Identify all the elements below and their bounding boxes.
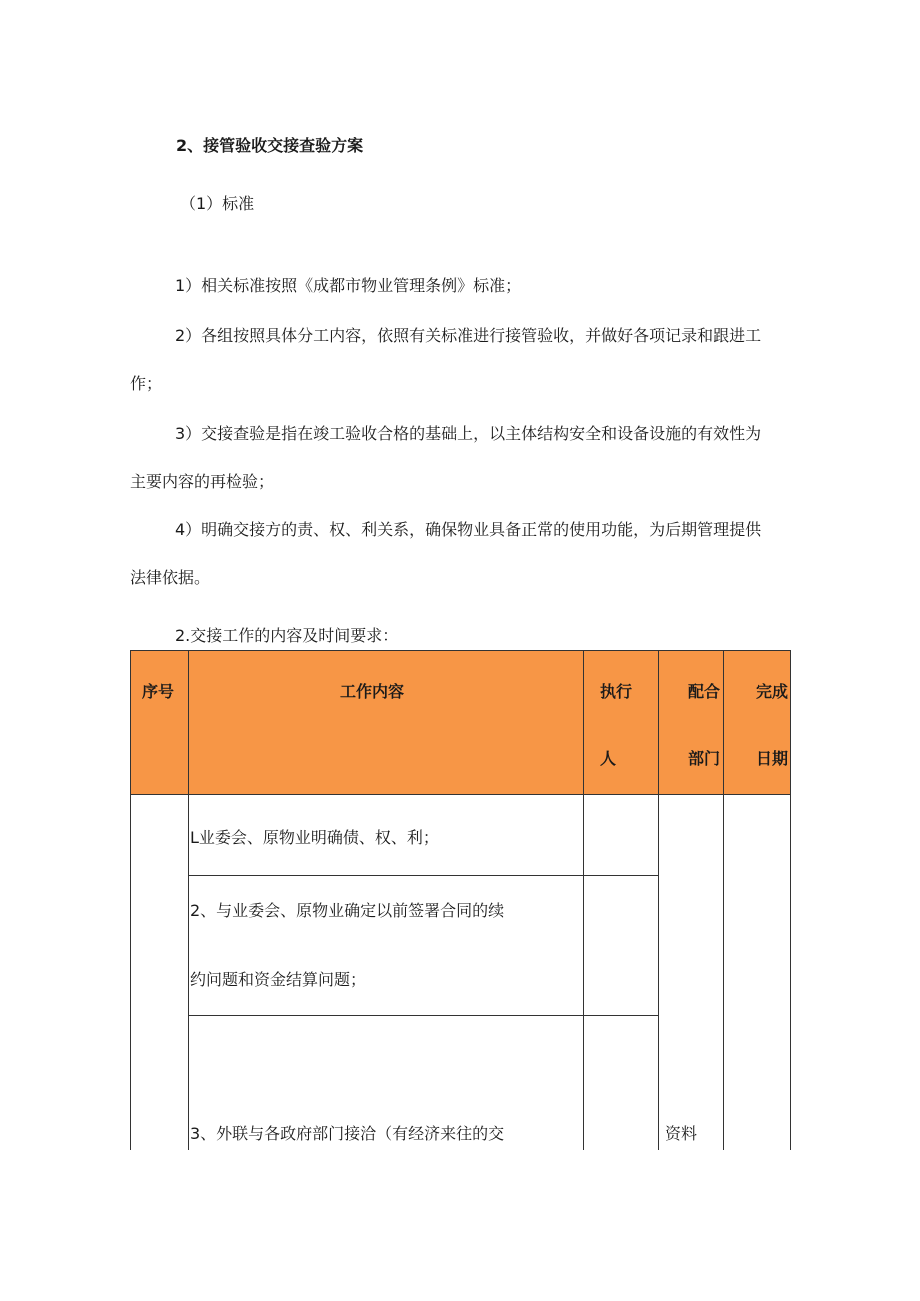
paragraph-4-line-1: 4）明确交接方的责、权、利关系，确保物业具备正常的使用功能，为后期管理提供 (175, 520, 762, 539)
header-dept-line-2: 部门 (688, 749, 721, 768)
table-caption: 2.交接工作的内容及时间要求： (175, 626, 399, 645)
header-dept-line-1: 配合 (688, 682, 721, 701)
col-sep-no (188, 650, 189, 1150)
paragraph-1: 1）相关标准按照《成都市物业管理条例》标准； (175, 276, 522, 295)
subsection-heading: （1）标准 (180, 194, 255, 213)
header-date-line-2: 日期 (756, 749, 789, 768)
header-date-line-1: 完成 (756, 682, 789, 701)
paragraph-3-line-1: 3）交接查验是指在竣工验收合格的基础上，以主体结构安全和设备设施的有效性为 (175, 424, 762, 443)
row-2-content-line-1: 2、与业委会、原物业确定以前签署合同的续 (190, 901, 505, 920)
header-executor-line-2: 人 (600, 749, 617, 768)
section-heading: 2、接管验收交接查验方案 (176, 136, 364, 155)
row-sep-2 (188, 1015, 659, 1016)
paragraph-3-line-2: 主要内容的再检验； (130, 472, 275, 491)
table-header-bottom-border (130, 794, 791, 795)
paragraph-4-line-2: 法律依据。 (130, 568, 211, 587)
row-1-content: L业委会、原物业明确债、权、利； (190, 828, 439, 847)
header-no: 序号 (142, 682, 175, 701)
table-top-border (130, 650, 791, 651)
table-header-row (130, 650, 790, 794)
row-3-content: 3、外联与各政府部门接洽（有经济来往的交 (190, 1124, 505, 1143)
paragraph-2-line-2: 作； (130, 374, 163, 393)
row-3-dept: 资料 (665, 1124, 698, 1143)
col-sep-executor (658, 650, 659, 1150)
row-sep-1 (188, 875, 659, 876)
table-left-border (130, 650, 131, 1150)
table-right-border (790, 650, 791, 1150)
col-sep-dept (723, 650, 724, 1150)
row-2-content-line-2: 约问题和资金结算问题； (190, 970, 367, 989)
header-content: 工作内容 (340, 682, 405, 701)
paragraph-2-line-1: 2）各组按照具体分工内容，依照有关标准进行接管验收，并做好各项记录和跟进工 (175, 326, 762, 345)
col-sep-content (583, 650, 584, 1150)
header-executor-line-1: 执行 (600, 682, 633, 701)
